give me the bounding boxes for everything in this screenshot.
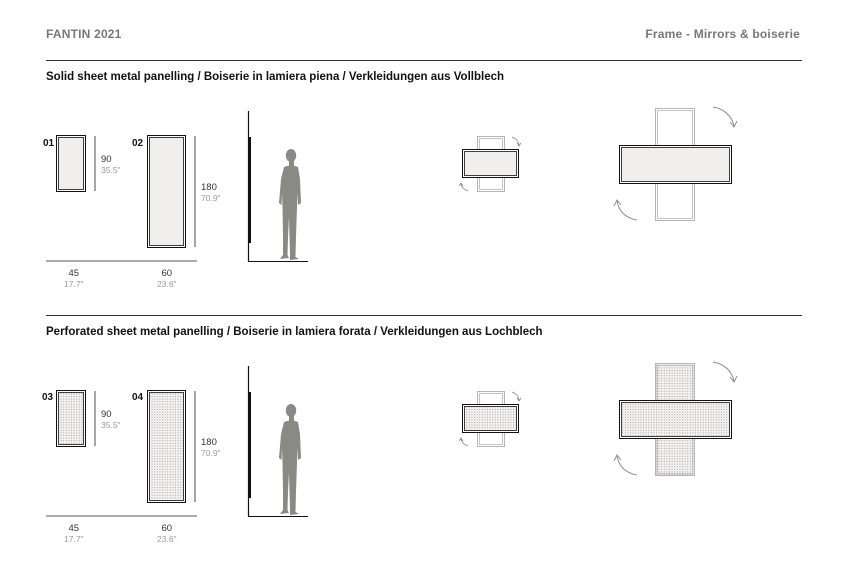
height-in: 35.5" xyxy=(101,165,121,175)
panel-02-drawing xyxy=(148,136,186,248)
rotation-diagram-large xyxy=(614,362,737,476)
height-in: 70.9" xyxy=(201,448,221,458)
height-cm: 180 xyxy=(201,437,217,448)
person-silhouette-icon xyxy=(279,404,301,515)
rotation-diagram-small xyxy=(459,392,521,447)
panel-01-drawing xyxy=(57,136,86,192)
width-in: 23.6" xyxy=(157,279,177,289)
section-title-perforated: Perforated sheet metal panelling / Boiserie in lamiera forata / Verkleidungen aus Lochblech xyxy=(46,326,543,338)
catalog-section: Frame - Mirrors & boiserie xyxy=(645,27,800,41)
rotation-diagram-small xyxy=(459,137,521,192)
panel-03-drawing xyxy=(57,391,86,447)
height-cm: 90 xyxy=(101,409,112,420)
item-code-04: 04 xyxy=(132,392,144,403)
item-code-02: 02 xyxy=(132,138,144,149)
height-cm: 90 xyxy=(101,154,112,165)
person-silhouette-icon xyxy=(279,149,301,260)
rotation-diagram-large xyxy=(614,107,737,221)
section-title-solid: Solid sheet metal panelling / Boiserie in lamiera piena / Verkleidungen aus Vollblech xyxy=(46,71,505,83)
width-in: 23.6" xyxy=(157,534,177,544)
width-cm: 45 xyxy=(68,268,80,279)
width-in: 17.7" xyxy=(64,279,84,289)
brand-title: FANTIN 2021 xyxy=(46,27,122,41)
width-in: 17.7" xyxy=(64,534,84,544)
height-in: 70.9" xyxy=(201,193,221,203)
height-in: 35.5" xyxy=(101,420,121,430)
height-cm: 180 xyxy=(201,182,217,193)
width-cm: 60 xyxy=(161,268,173,279)
item-code-03: 03 xyxy=(42,392,54,403)
panel-04-drawing xyxy=(148,391,186,503)
width-cm: 45 xyxy=(68,523,80,534)
width-cm: 60 xyxy=(161,523,173,534)
item-code-01: 01 xyxy=(43,138,55,149)
